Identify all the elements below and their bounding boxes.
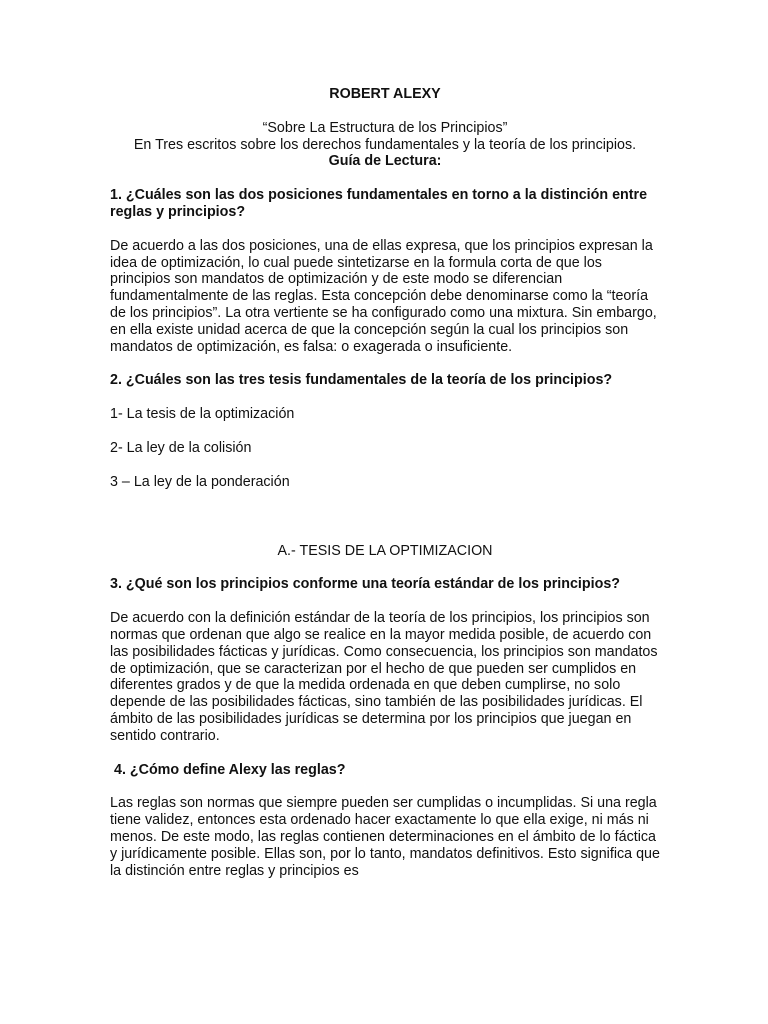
guide-label: Guía de Lectura: bbox=[328, 153, 442, 170]
document-subtitle-line-2: En Tres escritos sobre los derechos fundamentales y la teoría de los principios. bbox=[133, 136, 637, 153]
question-4: 4. ¿Cómo define Alexy las reglas? bbox=[114, 761, 346, 778]
question-1: 1. ¿Cuáles son las dos posiciones fundamentales en torno a la distinción entre reglas y principios? bbox=[110, 187, 648, 220]
answer-4: Las reglas son normas que siempre pueden ser cumplidas o incumplidas. Si una regla tiene validez, entonces esta ordenado hacer exactamente lo que ella exige, ni más ni menos. De este modo, las reglas contienen determinaciones en el ámbito de lo fáctica y jurídicamente posible. Ellas son, por lo tanto, mandatos definitivos. Esto significa que la distinción entre reglas y principios es bbox=[110, 795, 660, 879]
list-item-3: 3 – La ley de la ponderación bbox=[110, 473, 290, 490]
document-subtitle-line-1: “Sobre La Estructura de los Principios” bbox=[262, 119, 508, 136]
answer-1: De acuerdo a las dos posiciones, una de ellas expresa, que los principios expresan la idea de optimización, lo cual puede sintetizarse en la formula corta de que los principios son mandatos de optimización y de este modo se diferencian fundamentalmente de las reglas. Esta concepción debe denominarse como la “teoría de los principios”. La otra vertiente se ha configurado como una mixtura. Sin embargo, en ella existe unidad acerca de que la concepción según la cual los principios son mandatos de optimización, es falsa: o exagerada o insuficiente. bbox=[110, 237, 657, 355]
document-page bbox=[110, 86, 660, 896]
answer-3: De acuerdo con la definición estándar de la teoría de los principios, los principios son normas que ordenan que algo se realice en la mayor medida posible, de acuerdo con las posibilidades fácticas y jurídicas. Como consecuencia, los principios son mandatos de optimización, que se caracterizan por el hecho de que pueden ser cumplidos en diferentes grados y de que la medida ordenada en que deben cumplirse, no solo depende de las posibilidades fácticas, sino también de las posibilidades jurídicas. El ámbito de las posibilidades jurídicas se determina por los principios que juegan en sentido contrario. bbox=[110, 610, 658, 744]
list-item-1: 1- La tesis de la optimización bbox=[110, 406, 295, 423]
question-3: 3. ¿Qué son los principios conforme una teoría estándar de los principios? bbox=[110, 576, 621, 593]
document-author-title: ROBERT ALEXY bbox=[329, 86, 441, 102]
question-2: 2. ¿Cuáles son las tres tesis fundamentales de la teoría de los principios? bbox=[110, 372, 613, 389]
section-heading-a: A.- TESIS DE LA OPTIMIZACION bbox=[277, 542, 493, 559]
list-item-2: 2- La ley de la colisión bbox=[110, 439, 252, 456]
